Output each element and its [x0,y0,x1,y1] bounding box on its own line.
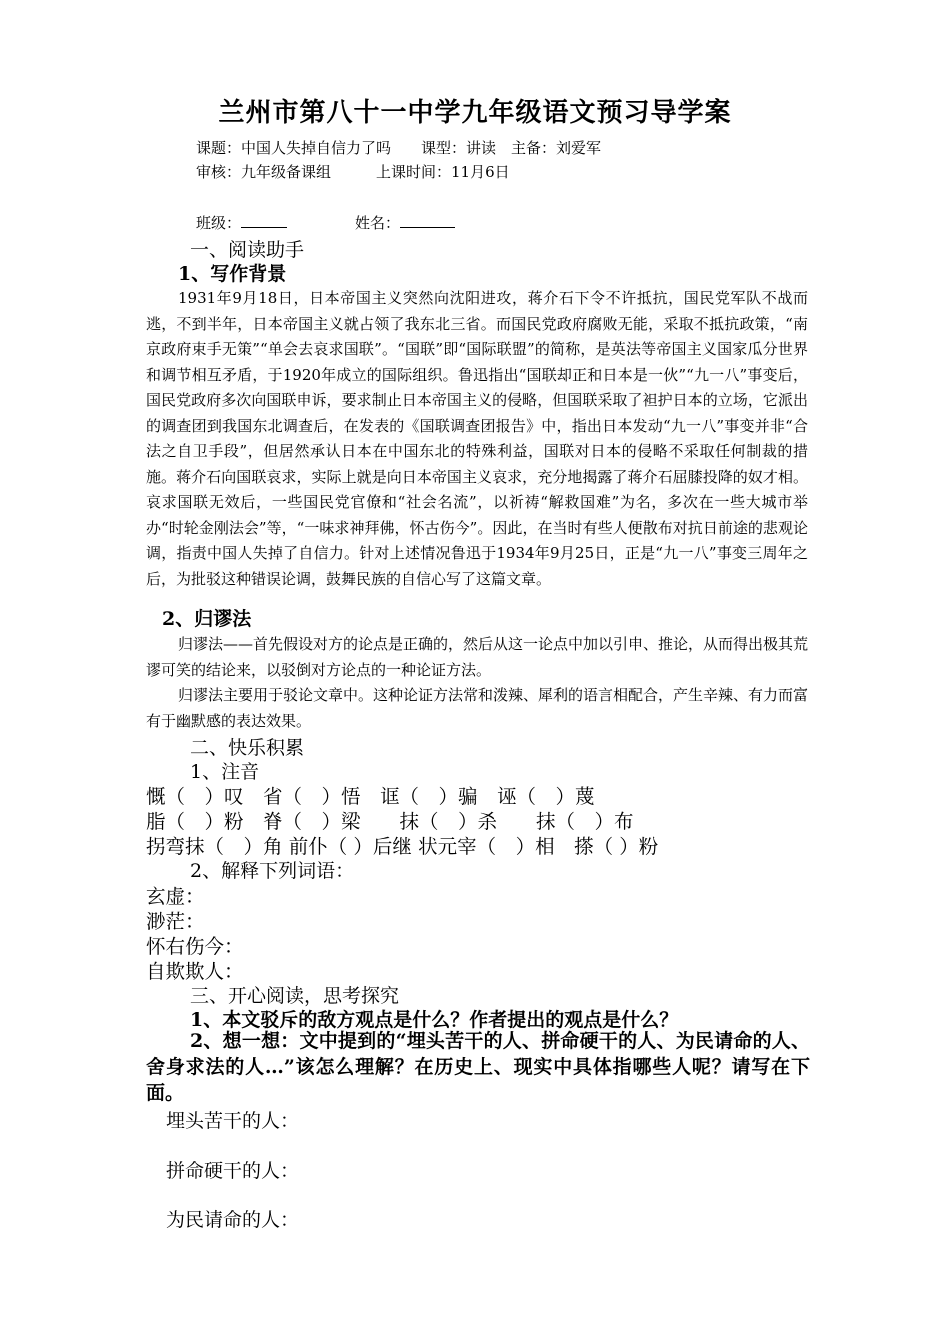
explain-heading: 2、解释下列词语： [190,860,355,882]
answer-label: 拼命硬干的人： [166,1160,300,1182]
class-blank[interactable] [241,213,287,228]
pinyin-row-1: 慨（ ）叹 省（ ）悟 诓（ ）骗 诬（ ）蔑 [146,785,595,808]
method-heading: 2、归谬法 [162,608,252,630]
section3-heading: 三、开心阅读，思考探究 [190,985,400,1007]
meta-line-2: 审核：九年级备课组 上课时间：11月6日 [196,163,510,181]
meta-line-1: 课题：中国人失掉自信力了吗 课型：讲读 主备：刘爱军 [196,139,602,157]
background-paragraph: 1931年9月18日，日本帝国主义突然向沈阳进攻，蒋介石下令不许抵抗，国民党军队不战而逃，不到半年，日本帝国主义就占领了我东北三省。而国民党政府腐败无能，采取不抵抗政策，“南京政府束手无策”“单会去哀求国联”。“国联”即“国际联盟”的简称，是英法等帝国主义国家瓜分世界和调节相互矛盾，于1920年成立的国际组织。鲁迅指出“国联却正和日本是一伙”“九一八”事变后，国民党政府多次向国联申诉，要求制止日本帝国主义的侵略，但国联采取了袒护日本的立场，它派出的调查团到我国东北调查后，在发表的《国联调查团报告》中，指出日本发动“九一八”事变并非“合法之自卫手段”，但居然承认日本在中国东北的特殊利益，国联对日本的侵略不采取任何制裁的措施。蒋介石向国联哀求，实际上就是向日本帝国主义哀求，充分地揭露了蒋介石屈膝投降的奴才相。哀求国联无效后，一些国民党官僚和“社会名流”，以祈祷“解救国难”为名，多次在一些大城市举办“时轮金刚法会”等，“一味求神拜佛，怀古伤今”。因此，在当时有些人便散布对抗日前途的悲观论调，指责中国人失掉了自信力。针对上述情况鲁迅于1934年9月25日，正是“九一八”事变三周年之后，为批驳这种错误论调，鼓舞民族的自信心写了这篇文章。 [146,289,808,588]
method-paragraph-2: 归谬法主要用于驳论文章中。这种论证方法常和泼辣、犀利的语言相配合，产生辛辣、有力而富有于幽默感的表达效果。 [146,686,809,730]
name-field [355,212,455,233]
class-label: 班级： [196,214,242,232]
pinyin-row-2: 脂（ ）粉 脊（ ）梁 抹（ ）杀 抹（ ）布 [146,810,634,833]
answer-label: 为民请命的人： [166,1209,300,1231]
pinyin-heading: 1、注音 [190,761,260,783]
name-blank[interactable] [400,213,455,228]
word-item: 玄虚： [146,885,205,908]
pinyin-row-3: 拐弯抹（ ）角 前仆（ ）后继 状元宰（ ）相 搽（ ）粉 [146,835,659,858]
word-item: 自欺欺人： [146,960,244,983]
method-paragraph-1: 归谬法——首先假设对方的论点是正确的，然后从这一论点中加以引申、推论，从而得出极其荒谬可笑的结论来，以驳倒对方论点的一种论证方法。 [146,635,809,679]
section1-heading: 一、阅读助手 [190,239,305,261]
word-item: 怀右伤今： [146,935,244,958]
section2-heading: 二、快乐积累 [190,737,305,759]
answer-label: 埋头苦干的人： [166,1110,300,1132]
name-label: 姓名： [355,214,401,232]
page-title: 兰州市第八十一中学九年级语文预习导学案 [218,98,732,128]
class-field [196,212,287,233]
question-2: 2、想一想：文中提到的“埋头苦干的人、拼命硬干的人、为民请命的人、舍身求法的人…”该怎么理解？在历史上、现实中具体指哪些人呢？请写在下面。 [146,1030,810,1104]
word-item: 渺茫： [146,910,205,933]
question-1: 1、本文驳斥的敌方观点是什么？作者提出的观点是什么？ [190,1009,679,1031]
writing-background-heading: 1、写作背景 [178,263,287,285]
